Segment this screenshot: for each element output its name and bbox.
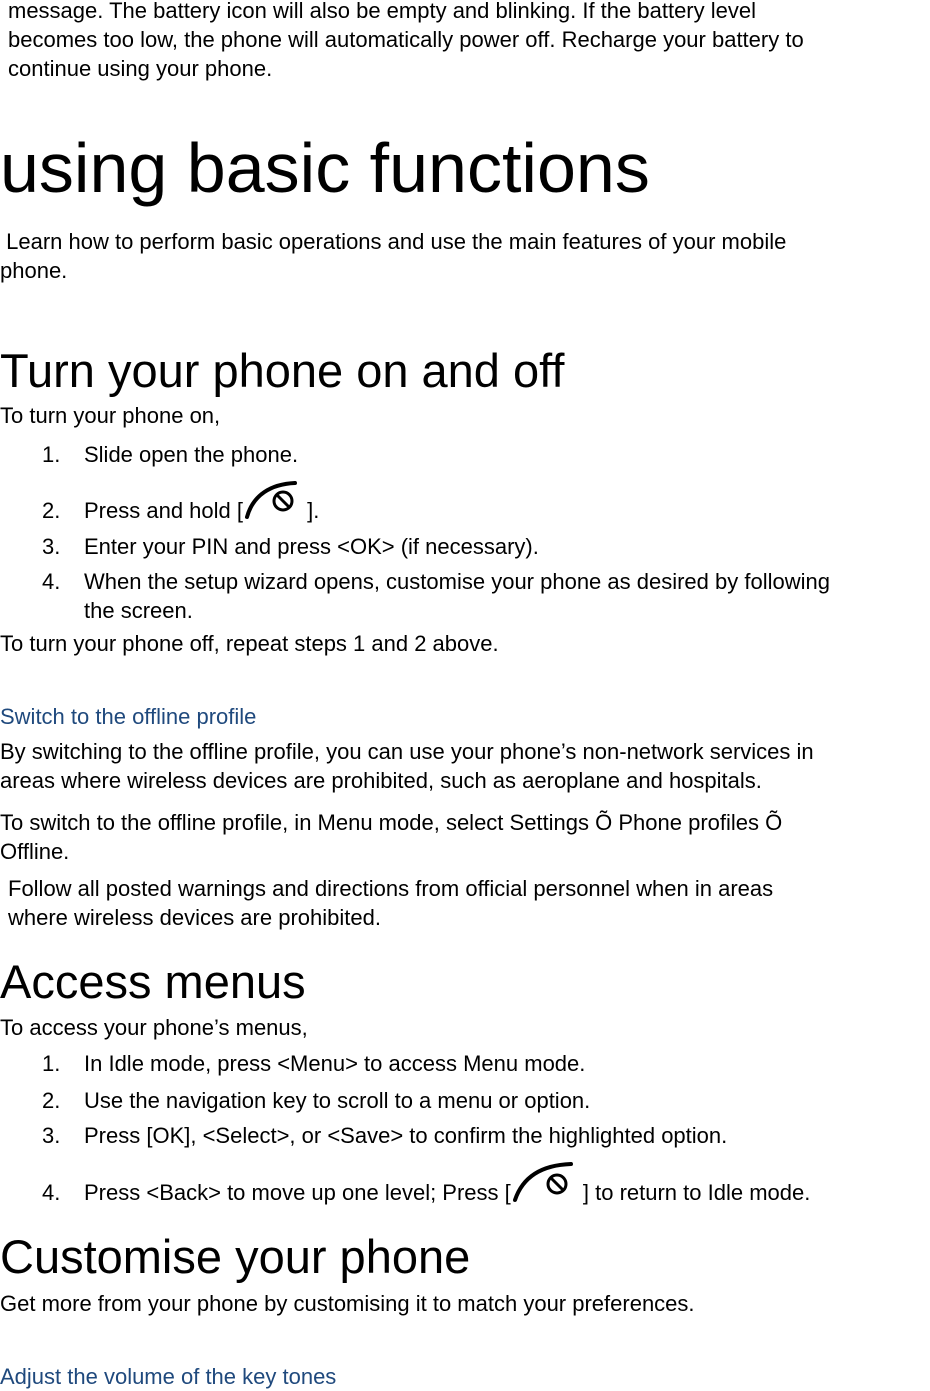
list-item-continuation: the screen. (84, 598, 193, 623)
access-menus-lead: To access your phone’s menus, (0, 1015, 308, 1040)
offline-instruction-line-2: Offline. (0, 839, 70, 864)
chapter-intro-line-2: phone. (0, 258, 68, 283)
offline-para-line-1: By switching to the offline profile, you can use your phone’s non-network services in (0, 739, 814, 764)
subheading-key-tones: Adjust the volume of the key tones (0, 1364, 337, 1389)
end-call-icon (511, 1162, 577, 1204)
warning-note-line-2: where wireless devices are prohibited. (8, 905, 381, 930)
section-heading-turn-on-off: Turn your phone on and off (0, 344, 565, 397)
customise-lead: Get more from your phone by customising it to match your preferences. (0, 1291, 695, 1316)
intro-line-3: continue using your phone. (8, 56, 273, 81)
warning-note-line-1: Follow all posted warnings and directions from official personnel when in areas (8, 876, 774, 901)
subheading-offline-profile: Switch to the offline profile (0, 704, 257, 729)
end-call-icon (243, 481, 301, 521)
section-heading-access-menus: Access menus (0, 955, 306, 1008)
section-heading-customise: Customise your phone (0, 1230, 471, 1283)
intro-line-2: becomes too low, the phone will automatically power off. Recharge your battery to (8, 27, 804, 52)
chapter-title: using basic functions (0, 129, 650, 207)
offline-para-line-2: areas where wireless devices are prohibited, such as aeroplane and hospitals. (0, 768, 762, 793)
turn-off-text: To turn your phone off, repeat steps 1 and 2 above. (0, 631, 499, 656)
chapter-intro-line-1: Learn how to perform basic operations and use the main features of your mobile (0, 229, 787, 254)
turn-on-lead: To turn your phone on, (0, 403, 221, 428)
intro-line-1: message. The battery icon will also be empty and blinking. If the battery level (8, 0, 756, 23)
offline-instruction-line-1: To switch to the offline profile, in Menu mode, select Settings Õ Phone profiles Õ (0, 810, 783, 835)
